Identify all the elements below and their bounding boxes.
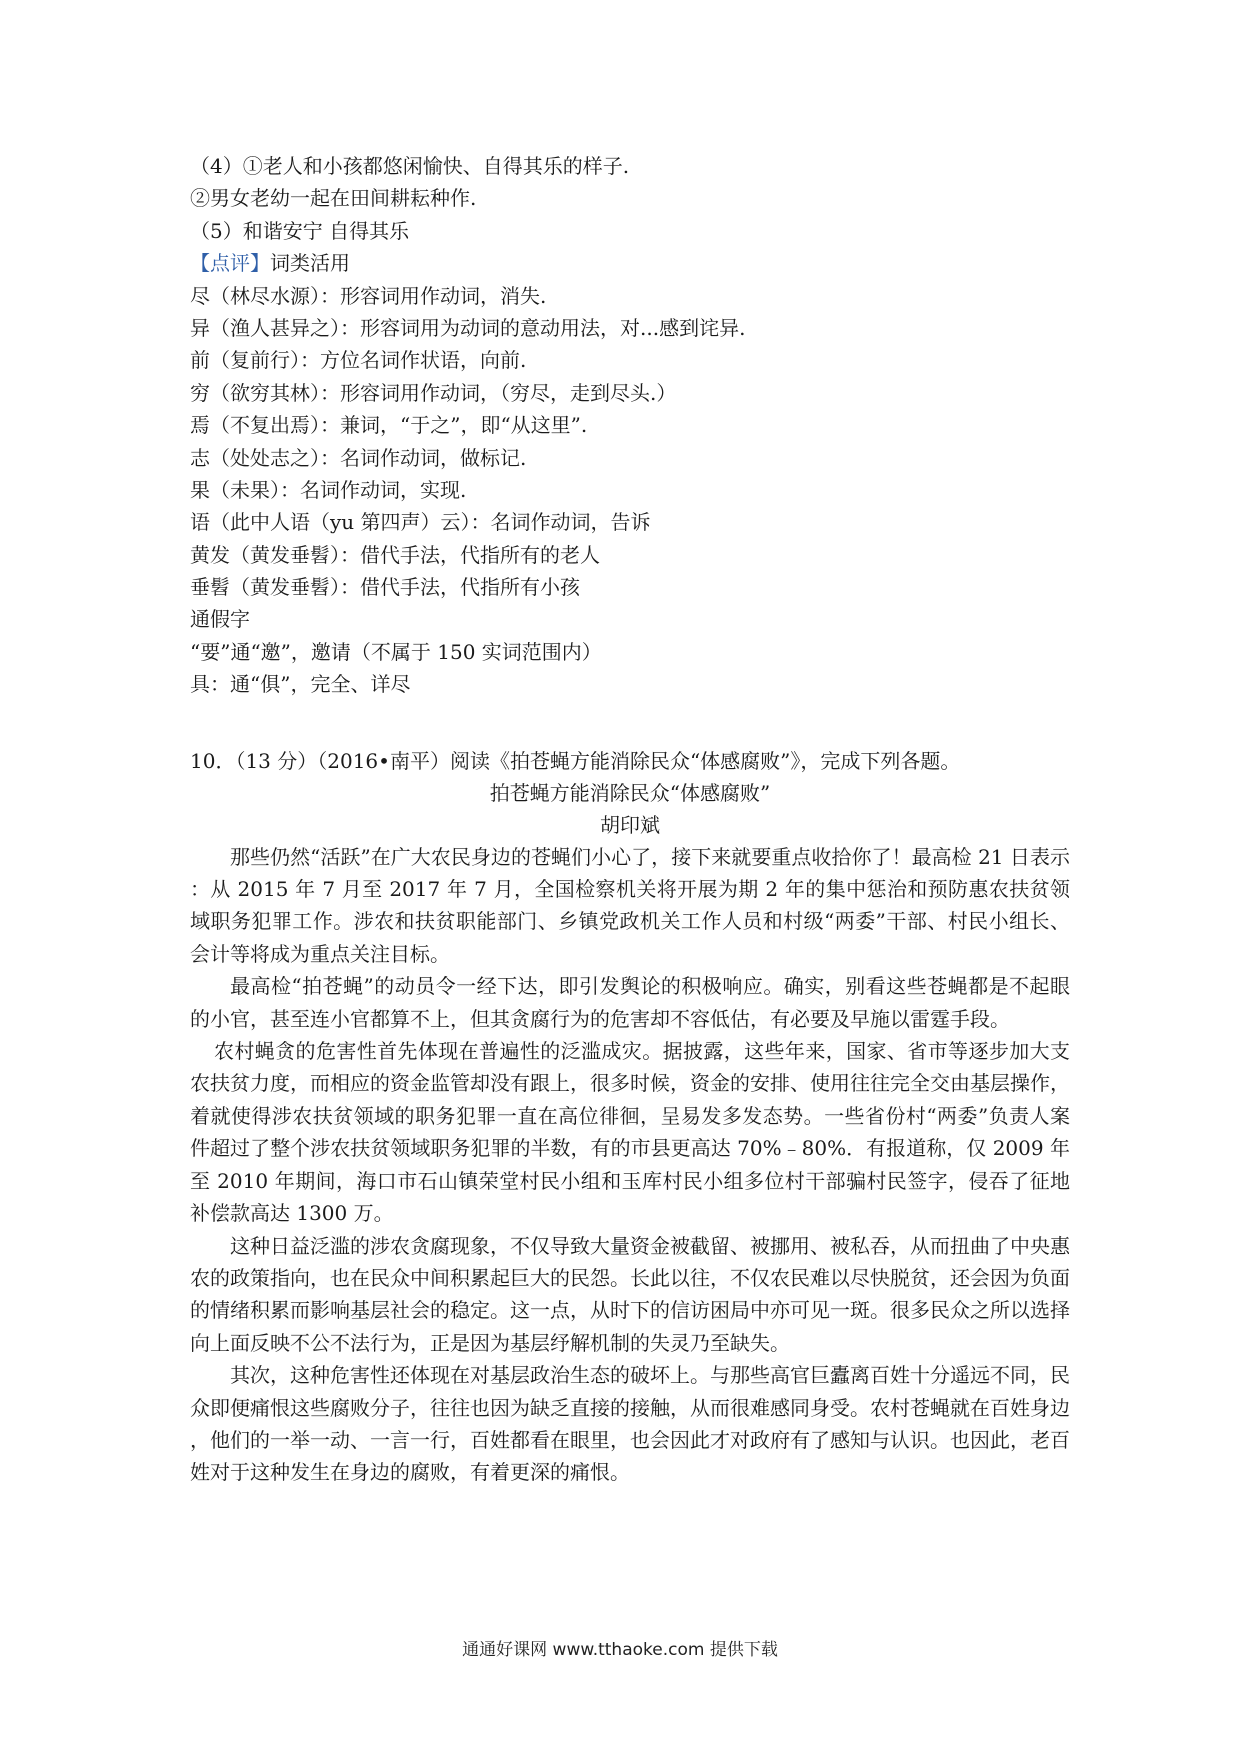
article-paragraph-5: 其次，这种危害性还体现在对基层政治生态的破坏上。与那些高官巨蠹离百姓十分遥远不同，民众即便痛恨这些腐败分子，往往也因为缺乏直接的接触，从而很难感同身受。农村苍蝇就在百姓身边，他们的一举一动、一言一行，百姓都看在眼里，也会因此才对政府有了感知与认识。也因此，老百姓对于这种发生在身边的腐败，有着更深的痛恨。: [190, 1363, 1070, 1485]
answer-4-line-2: [190, 182, 1070, 214]
answer-text: ②男女老幼一起在田间耕耘种作.: [190, 186, 477, 211]
word-usage-item: [190, 377, 1070, 409]
note-text: 通假字: [190, 607, 250, 632]
note-text: 穷（欲穷其林）：形容词用作动词，（穷尽，走到尽头.）: [190, 380, 677, 405]
tongjiazi-item: [190, 636, 1070, 668]
word-usage-item: [190, 409, 1070, 441]
answer-5-line: [190, 215, 1070, 247]
word-usage-item: [190, 474, 1070, 506]
note-text: 垂髫（黄发垂髫）：借代手法，代指所有小孩: [190, 575, 580, 600]
answer-text: （5）和谐安宁 自得其乐: [190, 218, 410, 243]
note-text: 异（渔人甚异之）：形容词用为动词的意动用法，对...感到诧异.: [190, 315, 746, 340]
article-paragraph-1: 那些仍然“活跃”在广大农民身边的苍蝇们小心了，接下来就要重点收拾你了！最高检 21 日表示：从 2015 年 7 月至 2017 年 7 月，全国检察机关将开展为期 2 年的集中惩治和预防惠农扶贫领域职务犯罪工作。涉农和扶贫职能部门、乡镇党政机关工作人员和村级“两委”干部、村民小组长、会计等将成为重点关注目标。: [190, 844, 1070, 966]
note-text: 具：通“俱”，完全、详尽: [190, 672, 411, 697]
article-title: 拍苍蝇方能消除民众“体感腐败”: [489, 780, 771, 805]
note-text: 焉（不复出焉）：兼词，“于之”，即“从这里”.: [190, 413, 588, 438]
note-text: “要”通“邀”，邀请（不属于 150 实词范围内）: [190, 639, 602, 664]
word-usage-item: [190, 539, 1070, 571]
word-usage-item: [190, 506, 1070, 538]
article-paragraph-3: 农村蝇贪的危害性首先体现在普遍性的泛滥成灾。据披露，这些年来，国家、省市等逐步加大支农扶贫力度，而相应的资金监管却没有跟上，很多时候，资金的安排、使用往往完全交由基层操作，着就使得涉农扶贫领域的职务犯罪一直在高位徘徊，呈易发多发态势。一些省份村“两委”负责人案件超过了整个涉农扶贫领域职务犯罪的半数，有的市县更高达 70%﹣80%．有报道称，仅 2009 年至 2010 年期间，海口市石山镇荣堂村民小组和玉库村民小组多位村干部骗村民签字，侵吞了征地补偿款高达 1300 万。: [190, 1039, 1070, 1226]
document-content: [190, 150, 1070, 1489]
word-usage-item: [190, 442, 1070, 474]
page-footer: 通通好课网 www.tthaoke.com 提供下载: [462, 1640, 778, 1660]
note-text: 志（处处志之）：名词作动词，做标记.: [190, 445, 527, 470]
section-gap: [190, 701, 1070, 745]
answer-4-line-1: [190, 150, 1070, 182]
note-text: 黄发（黄发垂髫）：借代手法，代指所有的老人: [190, 542, 600, 567]
word-usage-item: [190, 571, 1070, 603]
word-usage-item: [190, 312, 1070, 344]
comment-topic: 词类活用: [270, 251, 350, 276]
note-text: 果（未果）：名词作动词，实现.: [190, 477, 467, 502]
answer-text: （4）①老人和小孩都悠闲愉快、自得其乐的样子.: [190, 154, 630, 178]
question-header: 10．（13 分）（2016•南平）阅读《拍苍蝇方能消除民众“体感腐败”》，完成下列各题。: [190, 748, 961, 773]
note-text: 尽（林尽水源）：形容词用作动词，消失.: [190, 283, 547, 308]
article-author: 胡印斌: [600, 812, 660, 837]
comment-tag: 【点评】: [190, 251, 270, 276]
comment-heading: [190, 247, 1070, 279]
article-paragraph-2: 最高检“拍苍蝇”的动员令一经下达，即引发舆论的积极响应。确实，别看这些苍蝇都是不起眼的小官，甚至连小官都算不上，但其贪腐行为的危害却不容低估，有必要及早施以雷霆手段。: [190, 974, 1070, 1031]
article-paragraph-4: 这种日益泛滥的涉农贪腐现象，不仅导致大量资金被截留、被挪用、被私吞，从而扭曲了中央惠农的政策指向，也在民众中间积累起巨大的民怨。长此以往，不仅农民难以尽快脱贫，还会因为负面的情绪积累而影响基层社会的稳定。这一点，从时下的信访困局中亦可见一斑。很多民众之所以选择向上面反映不公不法行为，正是因为基层纾解机制的失灵乃至缺失。: [190, 1233, 1070, 1355]
tongjiazi-item: [190, 668, 1070, 700]
word-usage-item: [190, 344, 1070, 376]
note-text: 语（此中人语（yu 第四声）云）：名词作动词，告诉: [190, 510, 651, 535]
word-usage-item: [190, 280, 1070, 312]
note-text: 前（复前行）：方位名词作状语，向前.: [190, 348, 527, 373]
tongjiazi-heading: [190, 603, 1070, 635]
